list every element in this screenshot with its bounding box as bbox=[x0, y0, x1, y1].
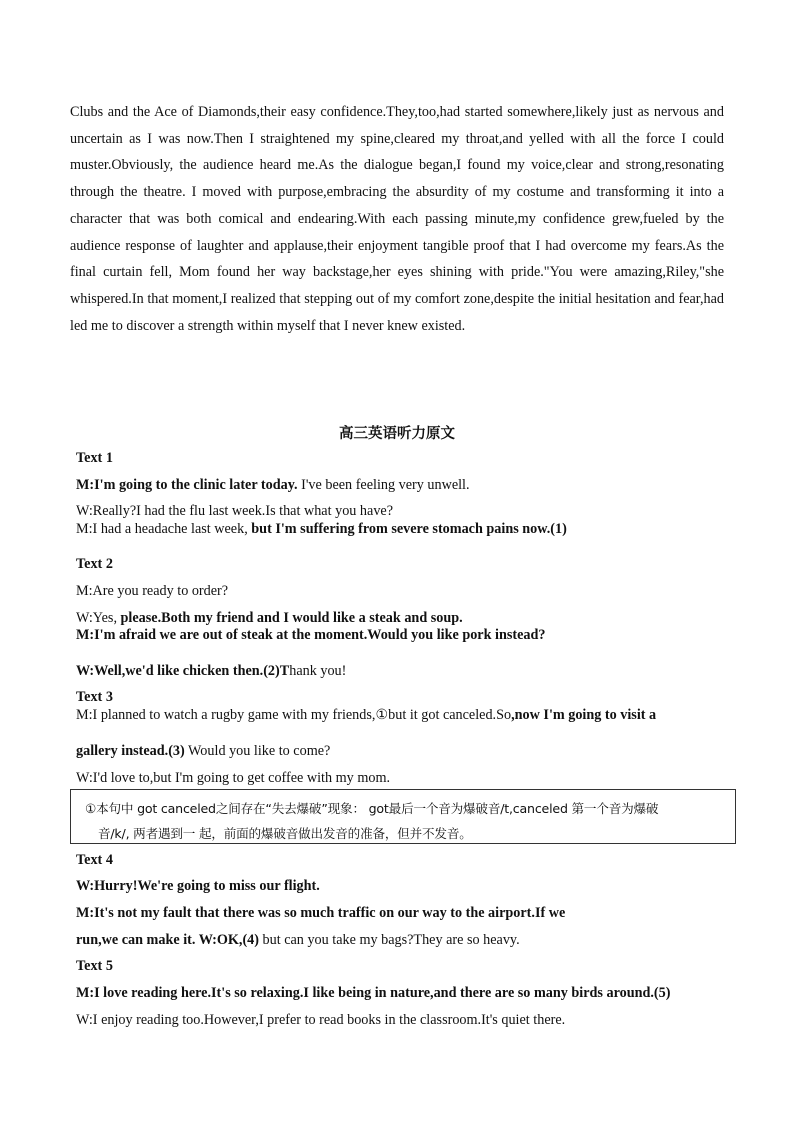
text5-line1: M:I love reading here.It's so relaxing.I like being in nature,and there are so many birds around.(5) bbox=[76, 985, 671, 1001]
text3-line2-bold: gallery instead.(3) bbox=[76, 743, 185, 759]
text3-heading: Text 3 bbox=[76, 689, 113, 705]
text1-line3-bold: but I'm suffering from severe stomach pains now.(1) bbox=[251, 521, 567, 537]
text4-line1: W:Hurry!We're going to miss our flight. bbox=[76, 878, 320, 894]
text2-heading: Text 2 bbox=[76, 556, 113, 572]
text2-line4 bbox=[76, 663, 346, 680]
text4-line3-rest: but can you take my bags?They are so heavy. bbox=[258, 932, 520, 948]
text2-line4-bold: W:Well,we'd like chicken then.(2)T bbox=[76, 663, 290, 679]
text2-line3: M:I'm afraid we are out of steak at the moment.Would you like pork instead? bbox=[76, 627, 546, 643]
text4-line3-bold: run,we can make it. W:OK,(4) bbox=[76, 932, 259, 948]
text1-line1-bold: M:I'm going to the clinic later today. bbox=[76, 477, 298, 493]
note-line1: ①本句中 got canceled之间存在“失去爆破”现象： got最后一个音为爆破音/t,canceled 第一个音为爆破 bbox=[85, 801, 659, 816]
text5-heading: Text 5 bbox=[76, 958, 113, 974]
text3-line1 bbox=[76, 707, 656, 724]
text1-line2: W:Really?I had the flu last week.Is that what you have? bbox=[76, 503, 394, 519]
text4-line2: M:It's not my fault that there was so much traffic on our way to the airport.If we bbox=[76, 905, 566, 921]
text2-line1: M:Are you ready to order? bbox=[76, 583, 229, 599]
text3-line2-rest: Would you like to come? bbox=[184, 743, 331, 759]
text3-line1-bold: ,now I'm going to visit a bbox=[511, 707, 657, 723]
text4-heading: Text 4 bbox=[76, 852, 113, 868]
text1-line3 bbox=[76, 521, 567, 538]
text1-line3-plain: M:I had a headache last week, bbox=[76, 521, 252, 537]
text2-line2-plain: W:Yes, bbox=[76, 610, 121, 626]
text3-line2 bbox=[76, 743, 330, 760]
text2-line2 bbox=[76, 610, 463, 627]
text1-line1 bbox=[76, 477, 470, 494]
text5-line2: W:I enjoy reading too.However,I prefer to read books in the classroom.It's quiet there. bbox=[76, 1012, 566, 1028]
text2-line2-bold: please.Both my friend and I would like a steak and soup. bbox=[120, 610, 463, 626]
text3-line1-plain: M:I planned to watch a rugby game with my friends,①but it got canceled.So bbox=[76, 707, 512, 723]
transcript-title: 高三英语听力原文 bbox=[339, 426, 455, 442]
text3-line3: W:I'd love to,but I'm going to get coffee with my mom. bbox=[76, 770, 391, 786]
pronunciation-note-box bbox=[70, 789, 736, 844]
text1-line1-rest: I've been feeling very unwell. bbox=[297, 477, 470, 493]
text1-heading: Text 1 bbox=[76, 450, 113, 466]
text4-line3 bbox=[76, 932, 520, 949]
note-line2: 音/k/, 两者遇到一 起，前面的爆破音做出发音的准备，但并不发音。 bbox=[98, 826, 472, 841]
text2-line4-rest: hank you! bbox=[289, 663, 347, 679]
story-paragraph: Clubs and the Ace of Diamonds,their easy confidence.They,too,had started somewhere,likely just as nervous and uncertain as I was now.Then I straightened my spine,cleared my throat,and yelled with all the force I could muster.Obviously, the audience heard me.As the dialogue began,I found my voice,clear and strong,resonating through the theatre. I moved with purpose,embracing the absurdity of my costume and transforming it into a character that was both comical and endearing.With each passing minute,my confidence grew,fueled by the audience response of laughter and applause,their enjoyment tangible proof that I had overcome my fears.As the final curtain fell, Mom found her way backstage,her eyes shining with pride."You were amazing,Riley,"she whispered.In that moment,I realized that stepping out of my comfort zone,despite the initial hesitation and fear,had led me to discover a strength within myself that I never knew existed. bbox=[70, 104, 724, 334]
